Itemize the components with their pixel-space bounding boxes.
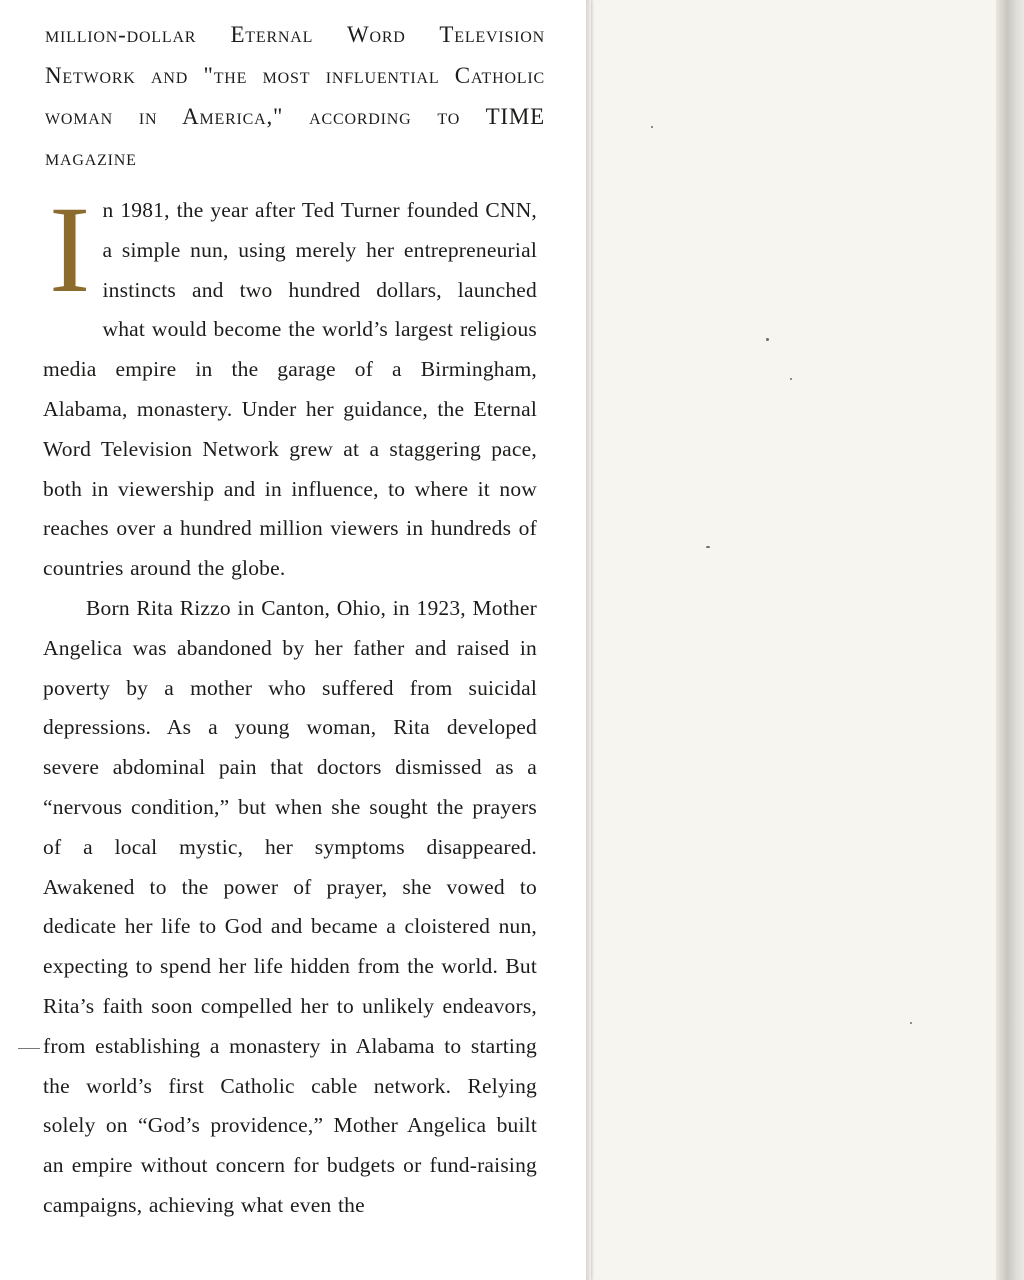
paper-speck [651, 126, 653, 128]
drop-cap: I [49, 181, 91, 318]
paragraph-2: Born Rita Rizzo in Canton, Ohio, in 1923, Mother Angelica was abandoned by her father and raised in poverty by a mother who suffered from suicidal depressions. As a young woman, Rita developed severe abdominal pain that doctors dismissed as a “nervous condition,” but when she sought the prayers of a local mystic, her symptoms disappeared. Awakened to the power of prayer, she vowed to dedicate her life to God and became a cloistered nun, expecting to spend her life hidden from the world. But Rita’s faith soon compelled her to unlikely endeavors, from establishing a monastery in Alabama to starting the world’s first Catholic cable network. Relying solely on “God’s providence,” Mother Angelica built an empire without concern for budgets or fund-raising campaigns, achieving what even the [43, 595, 537, 1217]
book-edge [996, 0, 1024, 1280]
paper-speck [706, 546, 710, 548]
flap-headline: million-dollar Eternal Word Television Network and "the most influential Catholic woman in America," according to TIME magazine [45, 22, 545, 170]
paper-speck [910, 1022, 912, 1024]
adjacent-page [591, 0, 996, 1280]
paper-speck [790, 378, 792, 380]
paragraph-1-text: n 1981, the year after Ted Turner founded CNN, a simple nun, using merely her entrepreneurial instincts and two hundred dollars, launched what would become the world’s largest religious media empire in the garage of a Birmingham, Alabama, monastery. Under her guidance, the Eternal Word Television Network grew at a staggering pace, both in viewership and in influence, to where it now reaches over a hundred million viewers in hundreds of countries around the globe. [43, 198, 537, 581]
paper-speck [766, 338, 769, 341]
flap-edge [586, 0, 591, 1280]
paragraph-1 [43, 181, 537, 589]
flap-body [43, 181, 537, 1226]
margin-mark [18, 1048, 40, 1049]
